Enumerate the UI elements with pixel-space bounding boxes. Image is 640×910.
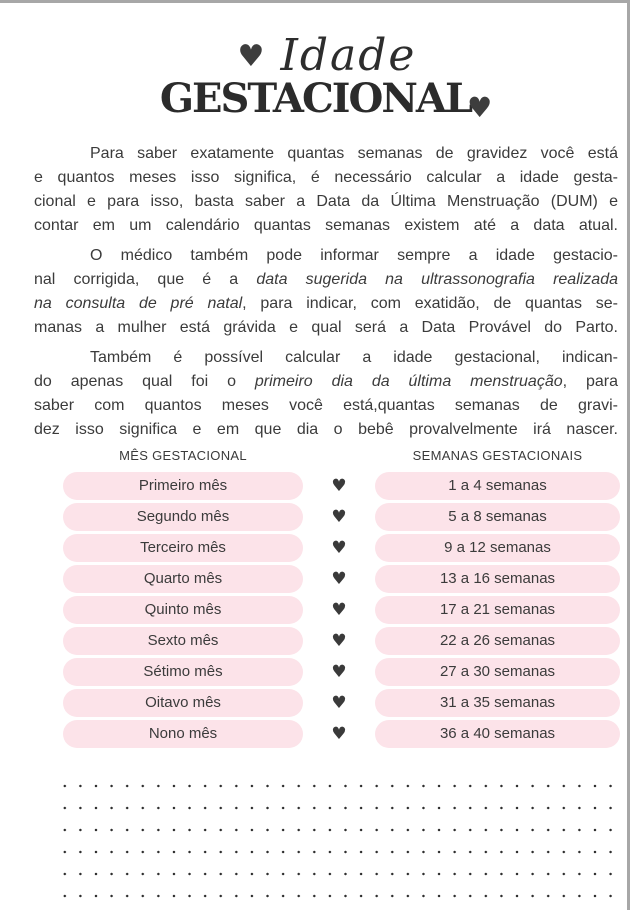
heart-icon: ♥	[467, 91, 493, 124]
heart-icon: ♥	[331, 662, 347, 682]
month-pill: Oitavo mês	[63, 689, 303, 717]
weeks-pill: 13 a 16 semanas	[375, 565, 620, 593]
months-column-header: MÊS GESTACIONAL	[119, 448, 247, 463]
paragraph-line: manas a mulher está grávida e qual será a Data Provável do Parto.	[34, 319, 618, 336]
month-pill: Sétimo mês	[63, 658, 303, 686]
paragraph	[34, 346, 618, 442]
paragraph	[34, 244, 618, 340]
heart-icon: ♥	[331, 507, 347, 527]
heart-icon: ♥	[331, 600, 347, 620]
paragraph-line: Também é possível calcular a idade gestacional, indican-	[90, 349, 618, 366]
month-pill: Quinto mês	[63, 596, 303, 624]
title-main-text: GESTACIONAL	[159, 75, 472, 122]
month-pill: Sexto mês	[63, 627, 303, 655]
table-row	[63, 565, 620, 593]
paragraph-line: nal corrigida, que é a data sugerida na ultrassonografia realizada	[34, 271, 619, 288]
notes-dot-grid	[52, 769, 624, 910]
table-row	[63, 534, 620, 562]
month-pill: Quarto mês	[63, 565, 303, 593]
paragraph-line: saber com quantos meses você está,quantas semanas de gravi-	[34, 397, 618, 414]
gestational-table-rows	[63, 472, 620, 748]
table-row	[63, 472, 620, 500]
table-row	[63, 658, 620, 686]
heart-icon: ♥	[331, 693, 347, 713]
weeks-pill: 31 a 35 semanas	[375, 689, 620, 717]
month-pill: Nono mês	[63, 720, 303, 748]
table-header-row	[63, 448, 620, 463]
heart-icon: ♥	[331, 569, 347, 589]
title-script-text: Idade	[280, 30, 417, 81]
weeks-pill: 17 a 21 semanas	[375, 596, 620, 624]
weeks-column-header: SEMANAS GESTACIONAIS	[412, 448, 583, 463]
paragraph	[34, 142, 618, 238]
heart-icon: ♥	[237, 39, 265, 74]
paragraph-line: na consulta de pré natal, para indicar, com exatidão, de quantas se-	[34, 295, 618, 312]
table-row	[63, 689, 620, 717]
table-row	[63, 627, 620, 655]
month-pill: Terceiro mês	[63, 534, 303, 562]
heart-icon: ♥	[331, 476, 347, 496]
intro-paragraphs	[34, 142, 618, 442]
weeks-pill: 1 a 4 semanas	[375, 472, 620, 500]
title-main-row	[34, 75, 618, 122]
table-row	[63, 596, 620, 624]
table-row	[63, 720, 620, 748]
page-title	[34, 3, 618, 122]
paragraph-line: do apenas qual foi o primeiro dia da última menstruação, para	[34, 373, 619, 390]
heart-icon: ♥	[331, 724, 347, 744]
paragraph-line: dez isso significa e em que dia o bebê provalvelmente irá nascer.	[34, 421, 618, 438]
weeks-pill: 22 a 26 semanas	[375, 627, 620, 655]
gestational-age-table	[63, 448, 620, 748]
paragraph-line: contar em um calendário quantas semanas existem até a data atual.	[34, 217, 618, 234]
weeks-pill: 9 a 12 semanas	[375, 534, 620, 562]
paragraph-line: O médico também pode informar sempre a idade gestacio-	[90, 247, 618, 264]
month-pill: Segundo mês	[63, 503, 303, 531]
paragraph-line: cional e para isso, basta saber a Data da Última Menstruação (DUM) e	[34, 193, 618, 210]
table-row	[63, 503, 620, 531]
weeks-pill: 36 a 40 semanas	[375, 720, 620, 748]
paragraph-line: Para saber exatamente quantas semanas de gravidez você está	[90, 145, 618, 162]
heart-icon: ♥	[331, 538, 347, 558]
month-pill: Primeiro mês	[63, 472, 303, 500]
paragraph-line: e quantos meses isso significa, é necessário calcular a idade gesta-	[34, 169, 618, 186]
weeks-pill: 27 a 30 semanas	[375, 658, 620, 686]
weeks-pill: 5 a 8 semanas	[375, 503, 620, 531]
heart-icon: ♥	[331, 631, 347, 651]
